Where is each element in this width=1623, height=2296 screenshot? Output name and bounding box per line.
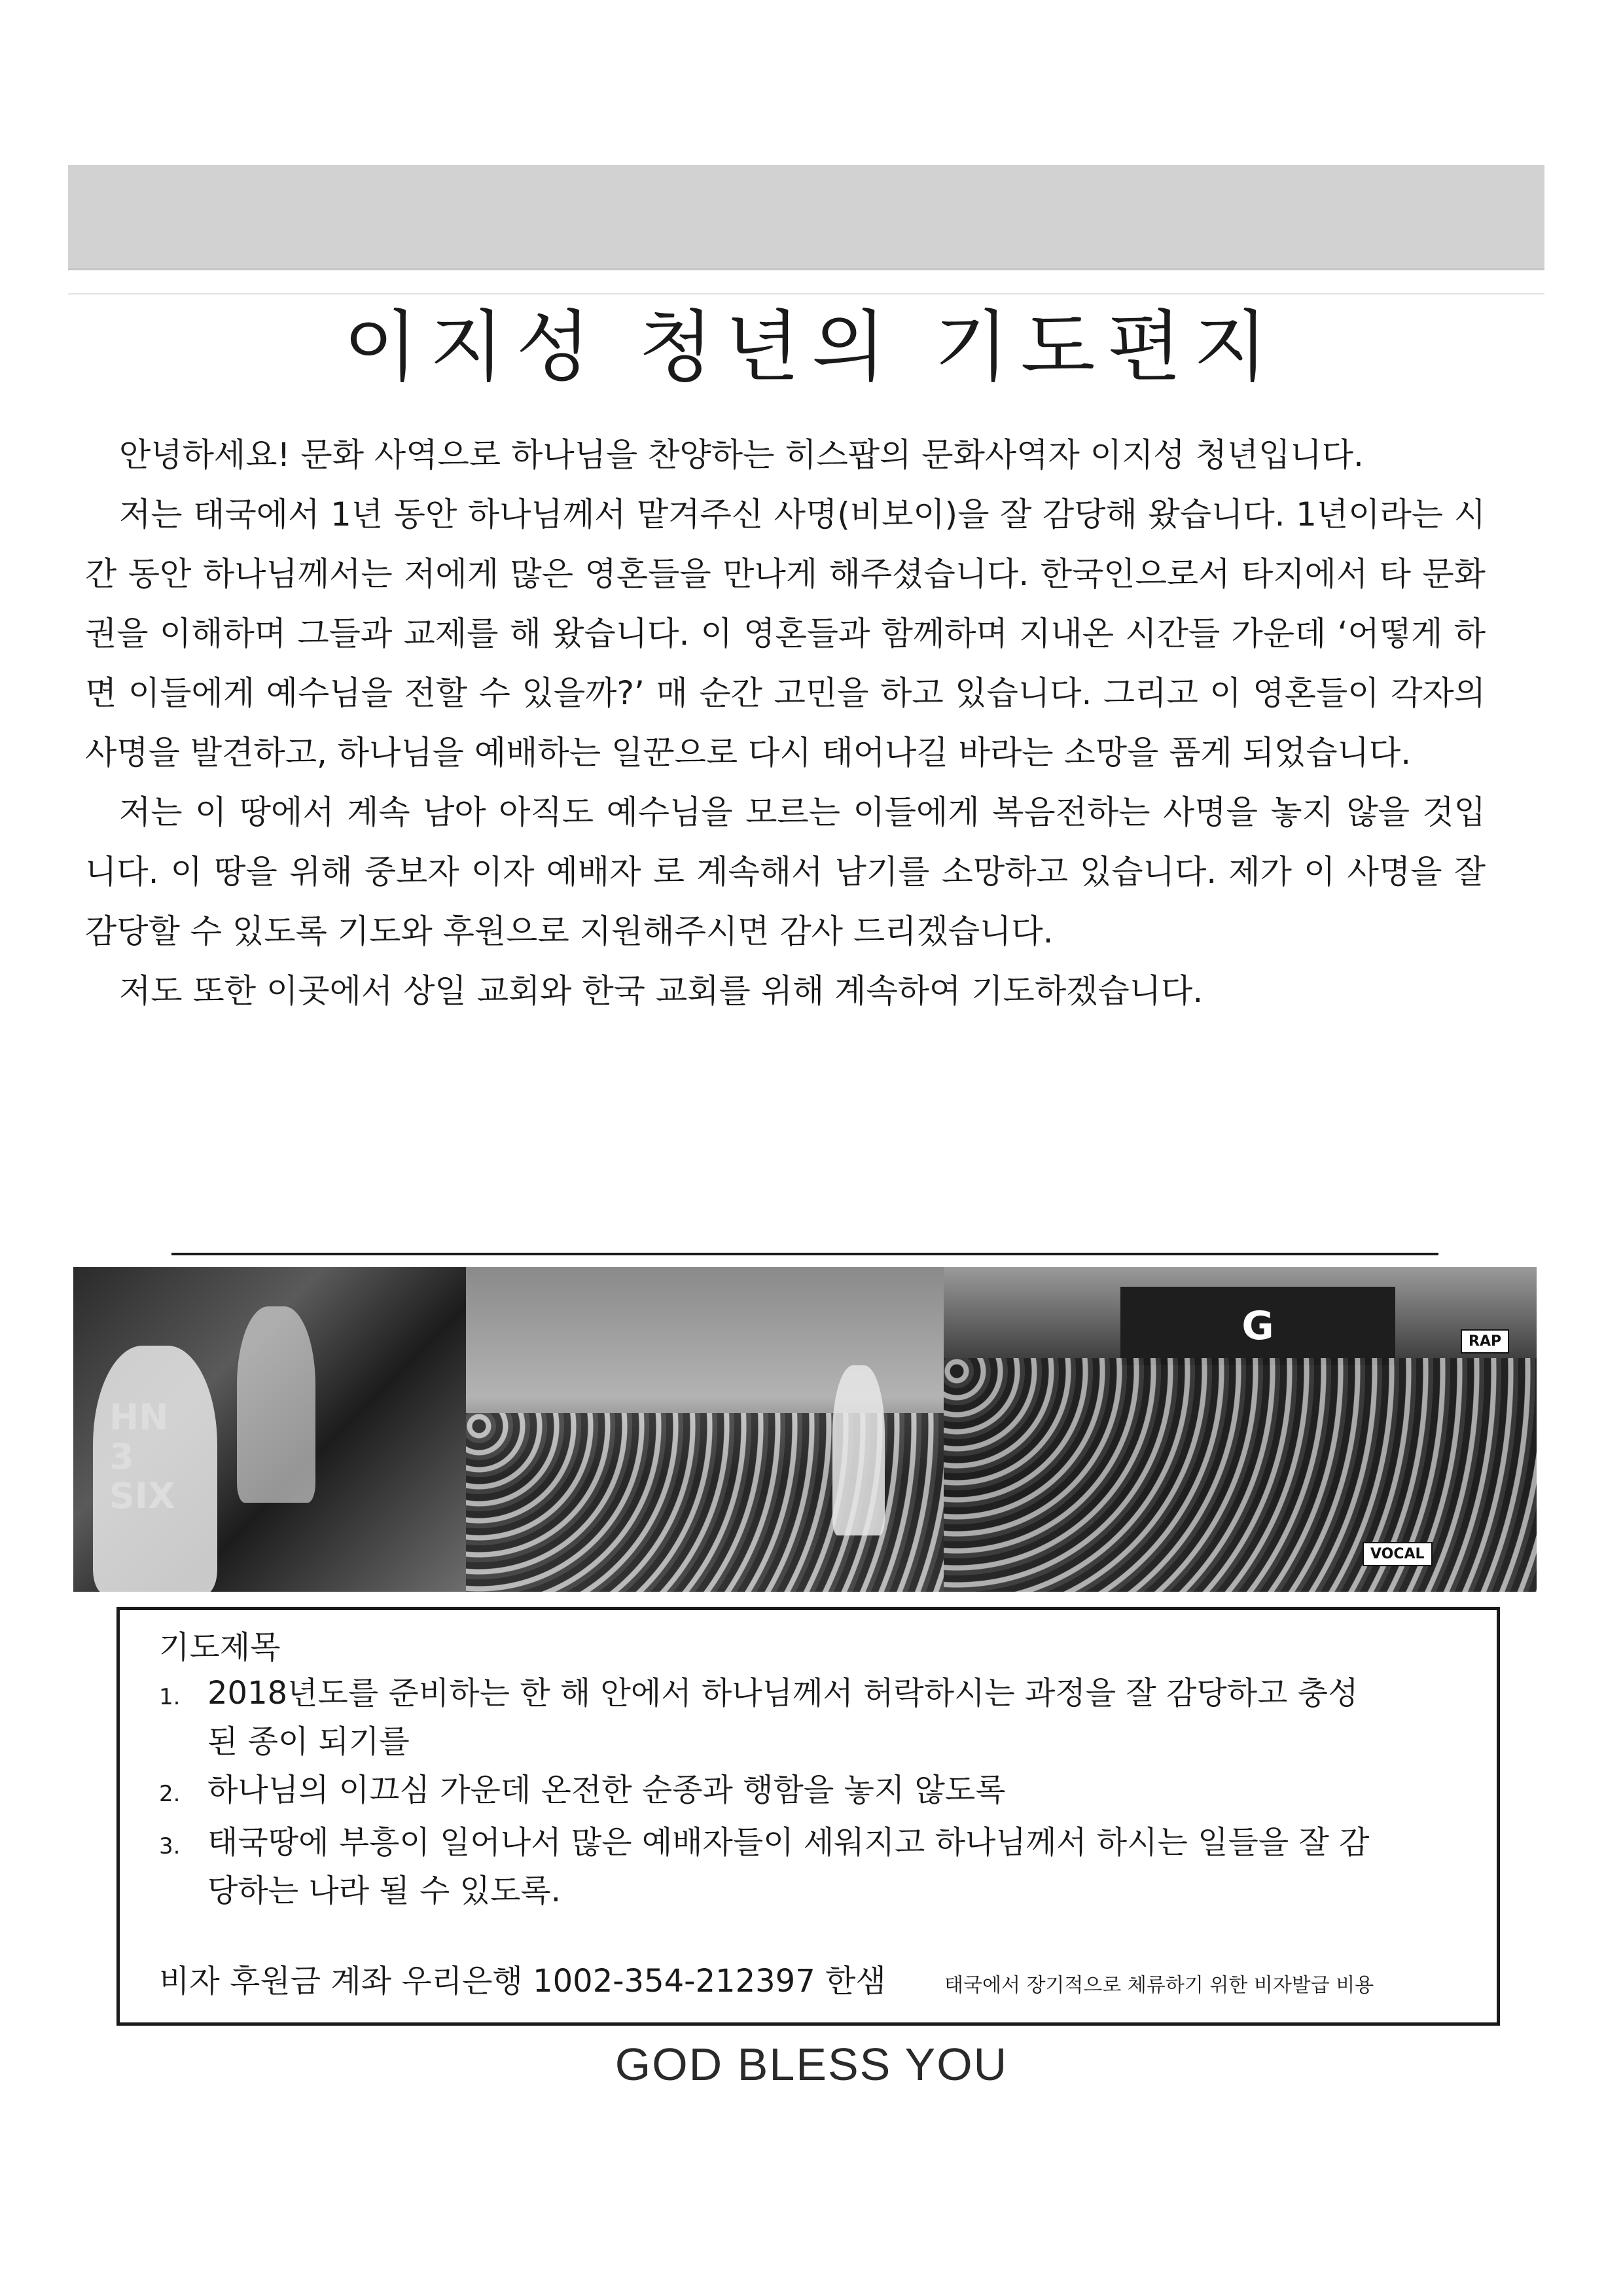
prayer-text: 2018년도를 준비하는 한 해 안에서 하나님께서 허락하시는 과정을 잘 감당하고 충성된 종이 되기를 <box>207 1675 1359 1760</box>
vocal-sign: VOCAL <box>1363 1542 1433 1566</box>
shirt-print: HN 3 SIX <box>109 1397 175 1516</box>
paragraph-mission: 저는 이 땅에서 계속 남아 아직도 예수님을 모르는 이들에게 복음전하는 사명을 놓지 않을 것입니다. 이 땅을 위해 중보자 이자 예배자 로 계속해서 남기를 소망하고 있습니다. 제가 이 사명을 잘 감당할 수 있도록 기도와 후원으로 지원해주시면 감사 드리겠습니다. <box>85 793 1486 950</box>
letter-body <box>85 425 1486 1021</box>
prayer-text: 하나님의 이끄심 가운데 온전한 순종과 행함을 놓지 않도록 <box>207 1772 1006 1808</box>
prayer-number: 1. <box>159 1684 181 1710</box>
prayer-number: 3. <box>159 1833 181 1859</box>
rap-sign: RAP <box>1461 1329 1509 1354</box>
photo-strip <box>73 1267 1537 1592</box>
prayer-number: 2. <box>159 1781 181 1807</box>
photo-dance-hall <box>466 1267 944 1592</box>
photo-group <box>944 1267 1537 1592</box>
prayer-box <box>116 1607 1500 2026</box>
event-banner: G <box>1120 1287 1395 1365</box>
prayer-heading: 기도제목 <box>159 1629 281 1666</box>
person-figure <box>237 1306 315 1503</box>
prayer-text: 태국땅에 부흥이 일어나서 많은 예배자들이 세워지고 하나님께서 하시는 일들을 잘 감당하는 나라 될 수 있도록. <box>207 1824 1370 1909</box>
paragraph-greeting: 안녕하세요! 문화 사역으로 하나님을 찬양하는 히스팝의 문화사역자 이지성 청년입니다. <box>119 436 1364 474</box>
photo-dancers <box>73 1267 466 1592</box>
prayer-list <box>159 1669 1468 1915</box>
paragraph-ministry: 저는 태국에서 1년 동안 하나님께서 맡겨주신 사명(비보이)을 잘 감당해 왔습니다. 1년이라는 시간 동안 하나님께서는 저에게 많은 영혼들을 만나게 해주셨습니다. 한국인으로서 타지에서 타 문화권을 이해하며 그들과 교제를 해 왔습니다. 이 영혼들과 함께하며 지내온 시간들 가운데 ‘어떻게 하면 이들에게 예수님을 전할 수 있을까?’ 매 순간 고민을 하고 있습니다. 그리고 이 영혼들이 각자의 사명을 발견하고, 하나님을 예배하는 일꾼으로 다시 태어나길 바라는 소망을 품게 되었습니다. <box>85 495 1486 772</box>
page-title: 이지성 청년의 기도편지 <box>343 302 1280 392</box>
paragraph-closing: 저도 또한 이곳에서 상일 교회와 한국 교회를 위해 계속하여 기도하겠습니다. <box>119 972 1204 1010</box>
prayer-item <box>159 1766 1468 1818</box>
footer-blessing: GOD BLESS YOU <box>615 2039 1008 2090</box>
prayer-item <box>159 1818 1468 1915</box>
prayer-item <box>159 1669 1468 1766</box>
account-note: 태국에서 장기적으로 체류하기 위한 비자발급 비용 <box>944 1974 1374 1997</box>
closing-underline <box>171 1253 1438 1255</box>
donation-account: 비자 후원금 계좌 우리은행 1002-354-212397 한샘 <box>159 1963 886 2000</box>
crowd <box>944 1358 1537 1592</box>
header-band <box>68 165 1544 270</box>
dancer-figure <box>832 1365 885 1535</box>
